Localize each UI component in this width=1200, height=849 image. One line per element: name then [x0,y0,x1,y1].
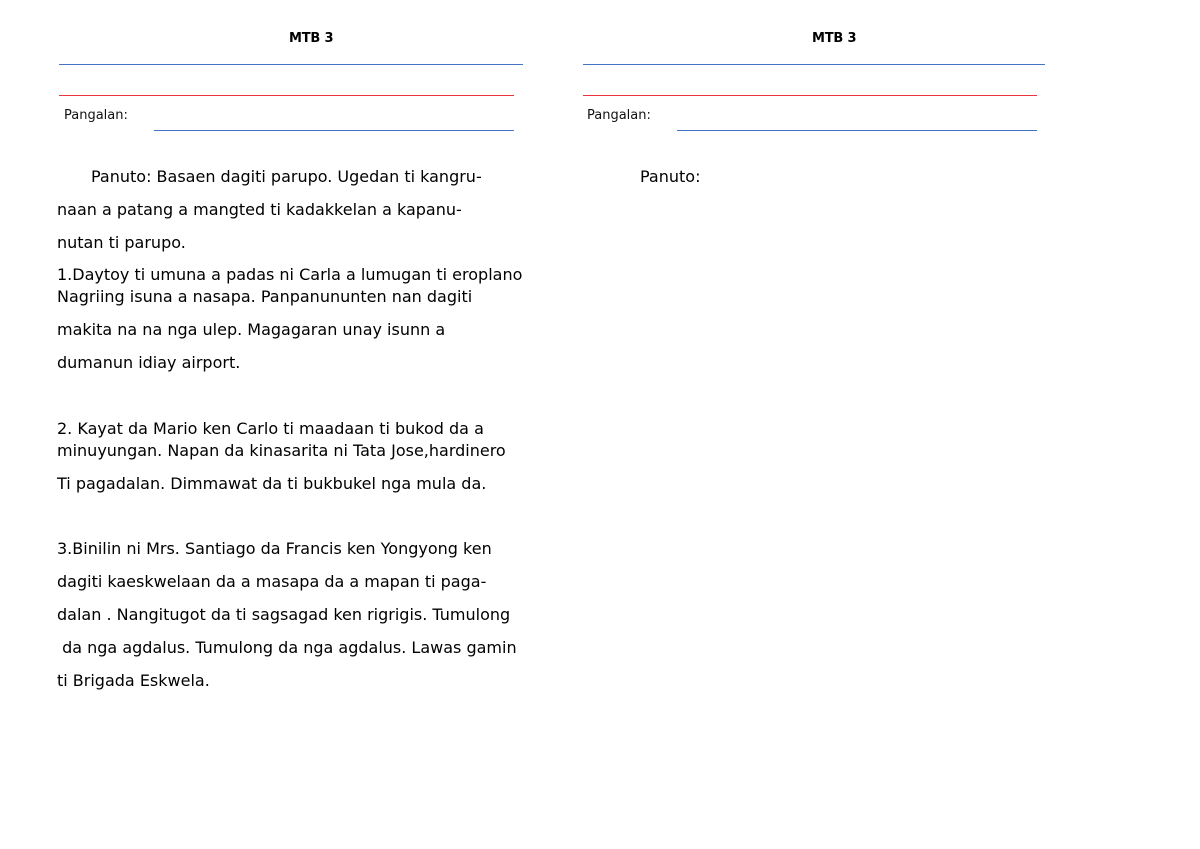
left-red-rule [59,95,514,96]
item-2-line: 2. Kayat da Mario ken Carlo ti maadaan ti bukod da a [57,419,484,438]
left-name-label: Pangalan: [64,108,128,123]
item-3-line: ti Brigada Eskwela. [57,671,210,690]
left-title: MTB 3 [289,31,334,46]
instruction-line: nutan ti parupo. [57,233,186,252]
item-1-line: Nagriing isuna a nasapa. Panpanununten nan dagiti [57,287,473,306]
left-name-field[interactable] [154,130,514,131]
item-2-line: minuyungan. Napan da kinasarita ni Tata Jose,hardinero [57,441,506,460]
right-name-label: Pangalan: [587,108,651,123]
left-top-rule [59,64,523,65]
item-1-line: 1.Daytoy ti umuna a padas ni Carla a lumugan ti eroplano [57,265,523,284]
item-1-line: makita na na nga ulep. Magagaran unay isunn a [57,320,446,339]
item-2-line: Ti pagadalan. Dimmawat da ti bukbukel nga mula da. [57,474,487,493]
instruction-line: Panuto: Basaen dagiti parupo. Ugedan ti kangru- [91,167,482,186]
right-title: MTB 3 [812,31,857,46]
item-3-line: 3.Binilin ni Mrs. Santiago da Francis ken Yongyong ken [57,539,492,558]
item-3-line: dagiti kaeskwelaan da a masapa da a mapan ti paga- [57,572,487,591]
item-3-line: da nga agdalus. Tumulong da nga agdalus. Lawas gamin [57,638,517,657]
right-red-rule [583,95,1037,96]
right-top-rule [583,64,1045,65]
right-name-field[interactable] [677,130,1037,131]
item-1-line: dumanun idiay airport. [57,353,241,372]
item-3-line: dalan . Nangitugot da ti sagsagad ken rigrigis. Tumulong [57,605,511,624]
instruction-line: naan a patang a mangted ti kadakkelan a kapanu- [57,200,462,219]
right-instruction: Panuto: [640,167,701,186]
